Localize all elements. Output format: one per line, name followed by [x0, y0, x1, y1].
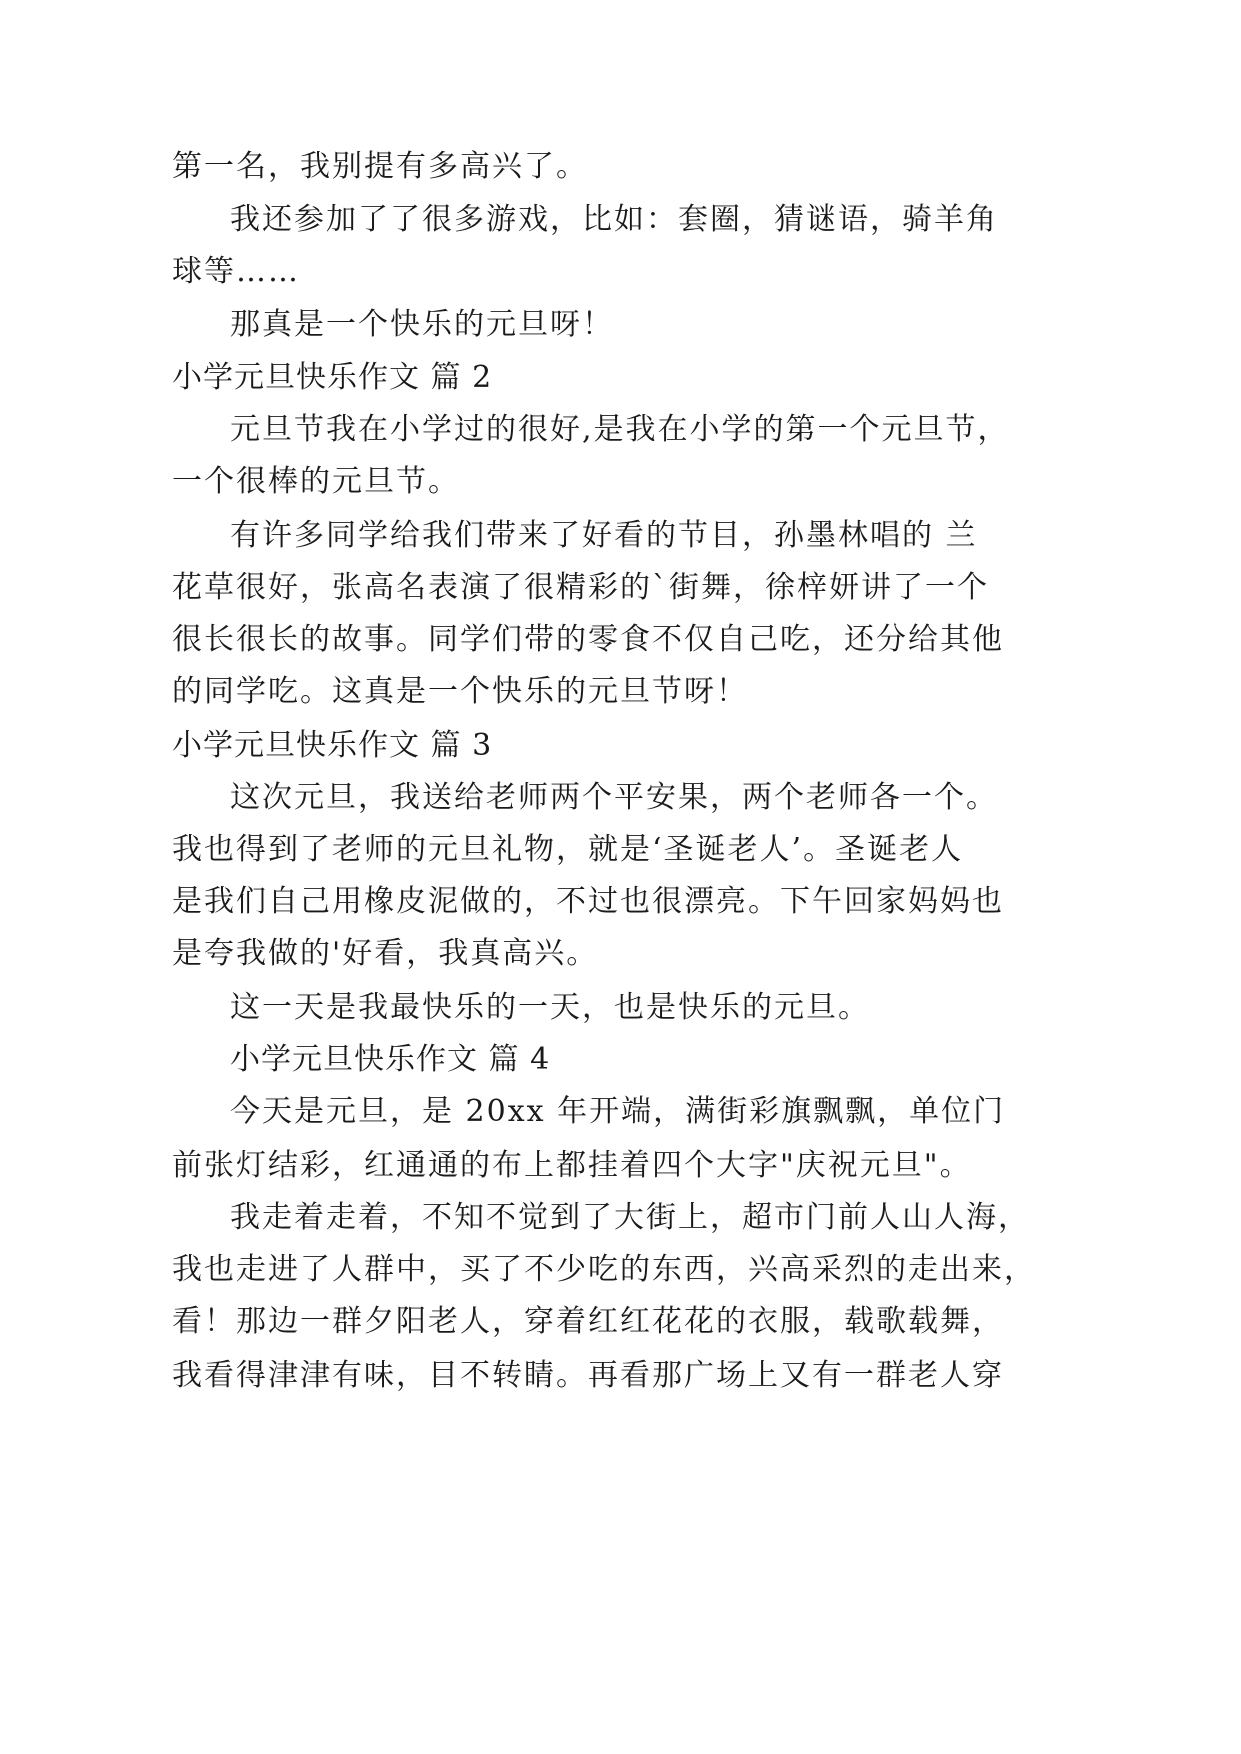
- paragraph-line: 球等……: [172, 254, 300, 289]
- paragraph-line: 我也走进了人群中，买了不少吃的东西，兴高采烈的走出来，: [172, 1252, 1036, 1287]
- paragraph-line: 的同学吃。这真是一个快乐的元旦节呀！: [172, 674, 748, 709]
- paragraph-line: 我走着走着，不知不觉到了大街上，超市门前人山人海，: [230, 1200, 1030, 1235]
- paragraph-line: 那真是一个快乐的元旦呀！: [230, 307, 614, 342]
- paragraph-line: 元旦节我在小学过的很好,是我在小学的第一个元旦节，: [230, 412, 1010, 447]
- paragraph-line: 第一名，我别提有多高兴了。: [172, 149, 588, 184]
- paragraph-line: 我还参加了了很多游戏，比如：套圈，猜谜语，骑羊角: [230, 202, 998, 237]
- section-heading: 小学元旦快乐作文 篇 4: [230, 1042, 551, 1077]
- paragraph-line: 花草很好，张高名表演了很精彩的`街舞，徐梓妍讲了一个: [172, 570, 989, 605]
- paragraph-line: 是我们自己用橡皮泥做的，不过也很漂亮。下午回家妈妈也: [172, 884, 1004, 919]
- paragraph-line: 我也得到了老师的元旦礼物，就是‘圣诞老人’。圣诞老人: [172, 832, 964, 867]
- paragraph-line: 这一天是我最快乐的一天，也是快乐的元旦。: [230, 990, 870, 1025]
- paragraph-line: 前张灯结彩，红通通的布上都挂着四个大字"庆祝元旦"。: [172, 1148, 972, 1183]
- paragraph-line: 我看得津津有味，目不转睛。再看那广场上又有一群老人穿: [172, 1358, 1004, 1393]
- paragraph-line: 这次元旦，我送给老师两个平安果，两个老师各一个。: [230, 780, 998, 815]
- paragraph-line: 今天是元旦，是 20xx 年开端，满街彩旗飘飘，单位门: [230, 1094, 1006, 1129]
- paragraph-line: 很长很长的故事。同学们带的零食不仅自己吃，还分给其他: [172, 622, 1004, 657]
- paragraph-line: 有许多同学给我们带来了好看的节目，孙墨林唱的 兰: [230, 518, 978, 553]
- paragraph-line: 看！那边一群夕阳老人，穿着红红花花的衣服，载歌载舞，: [172, 1304, 1004, 1339]
- paragraph-line: 是夸我做的'好看，我真高兴。: [172, 936, 599, 971]
- section-heading: 小学元旦快乐作文 篇 3: [172, 728, 493, 763]
- section-heading: 小学元旦快乐作文 篇 2: [172, 360, 493, 395]
- paragraph-line: 一个很棒的元旦节。: [172, 464, 460, 499]
